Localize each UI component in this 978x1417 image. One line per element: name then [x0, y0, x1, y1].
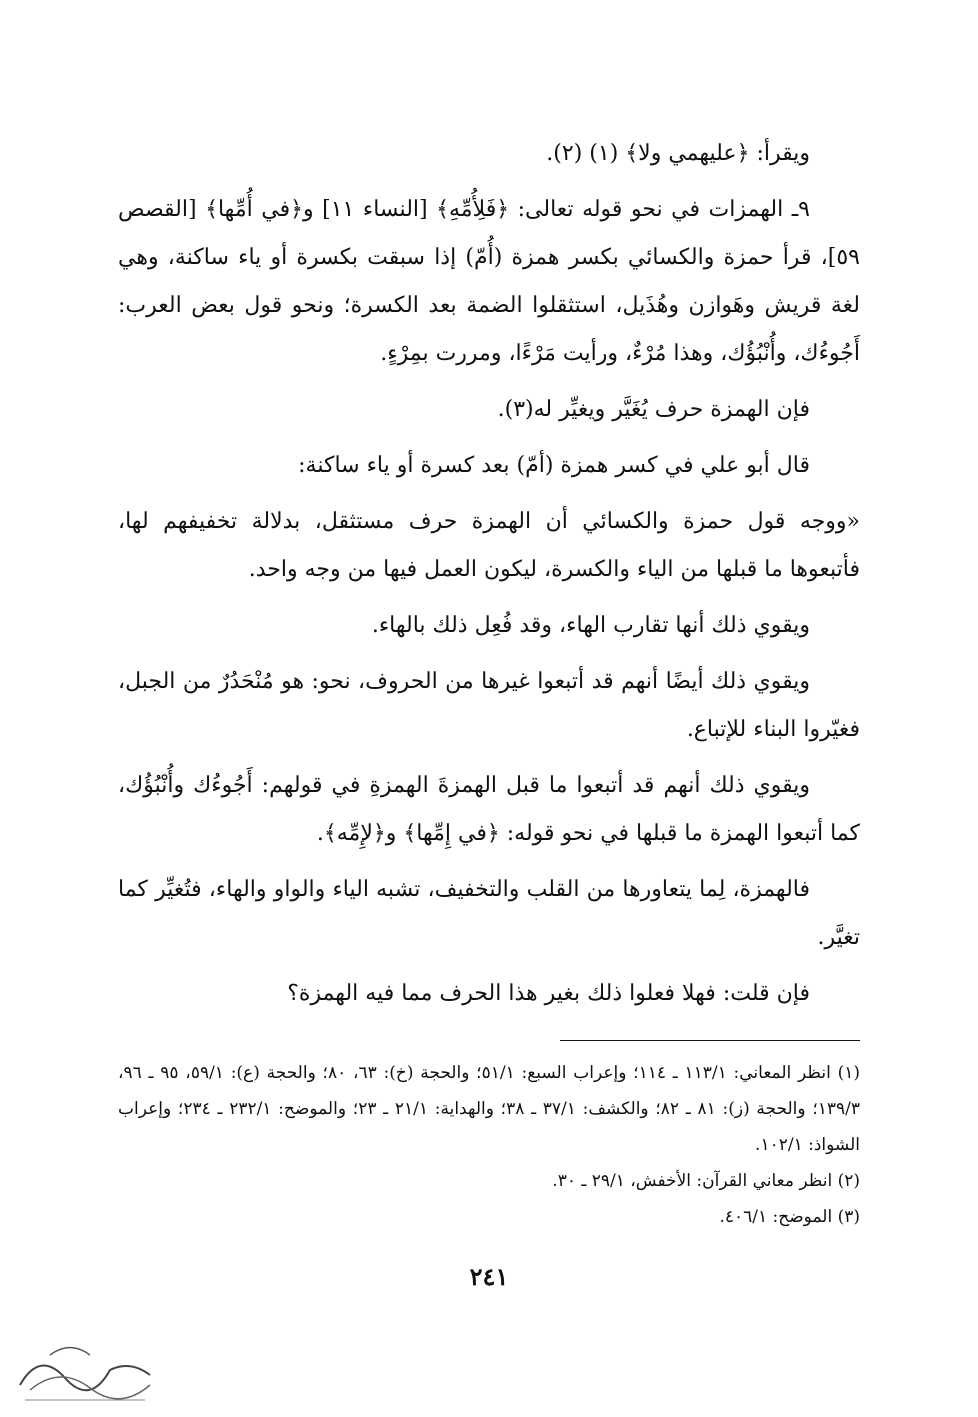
footnotes	[118, 1055, 860, 1235]
paragraph-hamzat: ٩ـ الهمزات في نحو قوله تعالى: ﴿فَلِأُمِّهِ﴾ [النساء ١١] و﴿في أُمِّها﴾ [القصص ٥٩]، قرأ حمزة والكسائي بكسر همزة (أُمّ) إذا سبقت بكسرة أو ياء ساكنة، وهي لغة قريش وهَوازن وهُذَيل، استثقلوا الضمة بعد الكسرة؛ ونحو قول بعض العرب: أَجُوءُك، وأُنْبُؤُك، وهذا مُرْءٌ، ورأيت مَرْءًا، ومررت بمِرْءٍ.	[118, 197, 860, 366]
paragraph-tashbih: فالهمزة، لِما يتعاورها من القلب والتخفيف، تشبه الياء والواو والهاء، فتُغيِّر كما تغيَّر.	[118, 877, 860, 950]
paragraph-quote-start: «ووجه قول حمزة والكسائي أن الهمزة حرف مستثقل، بدلالة تخفيفهم لها، فأتبعوها ما قبلها من الياء والكسرة، ليكون العمل فيها من وجه واحد.	[118, 509, 860, 582]
paragraph-haa: ويقوي ذلك أنها تقارب الهاء، وقد فُعِل ذلك بالهاء.	[371, 613, 810, 638]
paragraph-continuation: ويقرأ: ﴿عليهمي ولا﴾ (١) (٢).	[546, 141, 810, 166]
watermark-logo	[10, 1330, 160, 1410]
paragraph-abu-ali: قال أبو علي في كسر همزة (أمّ) بعد كسرة أو ياء ساكنة:	[298, 453, 810, 478]
paragraph-itbaa: ويقوي ذلك أيضًا أنهم قد أتبعوا غيرها من الحروف، نحو: هو مُنْحَدُرٌ من الجبل، فغيّروا البناء للإتباع.	[118, 669, 860, 742]
footnote-1: (١) انظر المعاني: ١١٣/١ ـ ١١٤؛ وإعراب السبع: ٥١/١؛ والحجة (خ): ٦٣، ٨٠؛ والحجة (ع): ٥٩/١، ٩٥ ـ ٩٦، ١٣٩/٣؛ والحجة (ز): ٨١ ـ ٨٢؛ والكشف: ٣٧/١ ـ ٣٨؛ والهداية: ٢١/١ ـ ٢٣؛ والموضح: ٢٣٢/١ ـ ٢٣٤؛ وإعراب الشواذ: ١٠٢/١.	[118, 1063, 861, 1155]
main-text	[118, 130, 860, 1026]
footnote-3: (٣) الموضح: ٤٠٦/١.	[719, 1207, 860, 1227]
paragraph-question: فإن قلت: فهلا فعلوا ذلك بغير هذا الحرف مما فيه الهمزة؟	[287, 981, 810, 1006]
paragraph-itbaa-hamza: ويقوي ذلك أنهم قد أتبعوا ما قبل الهمزةَ الهمزةِ في قولهم: أَجُوءُك وأُنْبُؤُك، كما أتبعوا الهمزة ما قبلها في نحو قوله: ﴿في إِمِّها﴾ و﴿لإِمِّه﴾.	[118, 773, 860, 846]
footnote-2: (٢) انظر معاني القرآن: الأخفش، ٢٩/١ ـ ٣٠.	[552, 1171, 860, 1191]
book-page	[118, 0, 860, 1417]
page-number: ٢٤١	[469, 1262, 509, 1291]
footnote-separator	[560, 1040, 860, 1041]
paragraph-statement: فإن الهمزة حرف يُغَيَّر ويغيِّر له(٣).	[497, 397, 810, 422]
